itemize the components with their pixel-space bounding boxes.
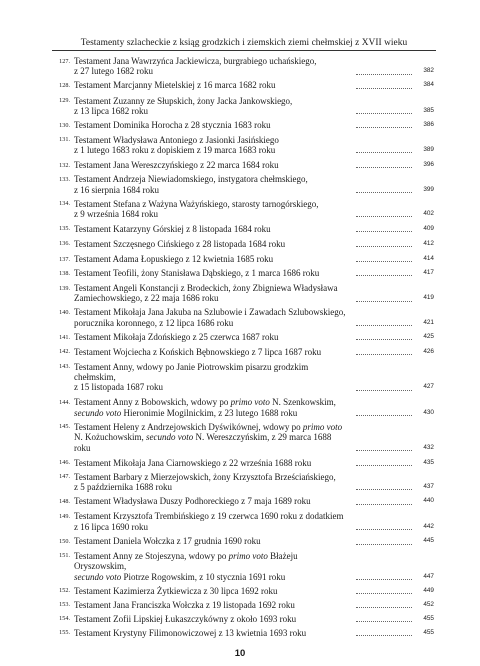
entry-title [74,422,350,453]
entry-number: 142. [59,348,70,356]
entry-title [74,307,350,328]
entry-title-line: z 13 lipca 1682 roku [74,106,148,117]
entry-page-number: 455 [423,614,434,622]
entry-page-number: 386 [423,121,434,129]
entry-title-line: Testament Mikołaja Jana Ciarnowskiego z 22 września 1688 roku [74,457,312,468]
entry-number: 135. [59,225,70,233]
entry-title-line: Testament Anny, wdowy po Janie Piotrowskim pisarzu grodzkim chełmskim, [74,361,309,383]
dot-leader [356,635,412,636]
dot-leader [356,579,412,580]
entry-page-number: 412 [423,239,434,247]
table-of-contents [59,56,434,638]
entry-title [74,362,350,393]
dot-leader [356,152,412,153]
entry-title [74,397,350,418]
dot-leader [356,127,412,128]
toc-entry [59,174,434,195]
page-number: 10 [234,648,246,659]
toc-entry [59,80,434,91]
toc-entry [59,160,434,171]
entry-title [74,496,350,506]
dot-leader [356,301,412,302]
entry-number: 132. [59,161,70,169]
toc-entry [59,613,434,624]
entry-number: 127. [59,57,70,65]
entry-page-number: 452 [423,600,434,608]
entry-number: 134. [59,200,70,208]
entry-number: 144. [59,398,70,406]
dot-leader [356,489,412,490]
entry-title-line: Testament Wojciecha z Końskich Bębnowskiego z 7 lipca 1687 roku [74,346,322,357]
dot-leader [356,504,412,505]
entry-title-line: porucznika koronnego, z 12 lipca 1686 roku [74,317,234,328]
entry-title [74,80,350,90]
entry-title [74,472,350,493]
entry-title-line: Testament Mikołaja Zdońskiego z 25 czerwca 1687 roku [74,332,279,343]
entry-title-line: Testament Kazimierza Żytkiewicza z 30 lipca 1692 roku [74,585,278,596]
entry-title-line: Testament Stefana z Ważyna Ważyńskiego, starosty tarnogórskiego, [74,198,319,209]
entry-title-line: z 9 września 1684 roku [74,209,158,220]
entry-title [74,458,350,468]
entry-title-line: Testament Marcjanny Mietelskiej z 16 marca 1682 roku [74,80,276,91]
entry-number: 128. [59,81,70,89]
dot-leader [356,465,412,466]
toc-entry [59,283,434,304]
toc-entry [59,536,434,547]
toc-entry [59,332,434,343]
toc-entry [59,223,434,234]
entry-title-line: Testament Szczęsnego Cińskiego z 28 listopada 1684 roku [74,238,286,249]
toc-entry [59,511,434,532]
entry-number: 145. [59,423,70,431]
entry-title-line: Testament Angeli Konstancji z Brodeckich, żony Zbigniewa Władysława [74,283,338,294]
toc-entry [59,627,434,638]
entry-page-number: 409 [423,224,434,232]
entry-title [74,135,350,156]
entry-title [74,239,350,249]
entry-title [74,96,350,117]
entry-title-line: Testament Barbary z Mierzejowskich, żony Krzysztofa Brześciańskiego, [74,471,336,482]
entry-title-line: Testament Krystyny Filimonowiczowej z 13 kwietnia 1693 roku [74,627,307,638]
entry-title-line: Testament Adama Łopuskiego z 12 kwietnia 1685 roku [74,254,274,265]
toc-entry [59,496,434,507]
dot-leader [356,231,412,232]
toc-entry [59,599,434,610]
entry-page-number: 421 [423,318,434,326]
dot-leader [356,216,412,217]
entry-title [74,614,350,624]
dot-leader [356,167,412,168]
entry-number: 148. [59,497,70,505]
entry-page-number: 384 [423,81,434,89]
dot-leader [356,390,412,391]
entry-title [74,551,350,582]
toc-entry [59,198,434,220]
entry-title [74,511,350,532]
entry-title-line: Testament Krzysztofa Trembińskiego z 19 czerwca 1690 roku z dodatkiem [74,511,344,522]
entry-number: 140. [59,308,70,316]
entry-number: 137. [59,255,70,263]
dot-leader [356,529,412,530]
entry-page-number: 427 [423,383,434,391]
entry-title [74,224,350,234]
entry-page-number: 414 [423,255,434,263]
entry-number: 149. [59,512,70,520]
running-header: Testamenty szlacheckie z ksiąg grodzkich i ziemskich ziemi chełmskiej z XVII wieku [80,38,408,48]
entry-title-line: z 16 lipca 1690 roku [74,521,148,532]
entry-title [74,174,350,195]
entry-title-line: z 1 lutego 1683 roku z dopiskiem z 19 marca 1683 roku [74,145,276,156]
entry-number: 138. [59,269,70,277]
entry-title [74,332,350,342]
toc-entry [59,238,434,249]
entry-number: 147. [59,473,70,481]
entry-title [74,268,350,278]
toc-entry [59,95,434,117]
entry-page-number: 389 [423,146,434,154]
entry-title-line: Testament Anny ze Stojeszyna, wdowy po primo voto Błażeju Oryszowskim, [74,550,298,572]
entry-title-line: secundo voto Piotrze Rogowskim, z 10 stycznia 1691 roku [74,571,286,582]
entry-title-line: Testament Teofili, żony Stanisława Dąbskiego, z 1 marca 1686 roku [74,268,320,279]
entry-title-line: Testament Jana Wereszczyńskiego z 22 marca 1684 roku [74,160,279,171]
entry-page-number: 425 [423,333,434,341]
dot-leader [356,450,412,451]
entry-page-number: 399 [423,185,434,193]
entry-title-line: Testament Władysława Duszy Podhoreckiego z 7 maja 1689 roku [74,496,311,507]
dot-leader [356,593,412,594]
entry-number: 154. [59,615,70,623]
entry-title [74,199,350,220]
entry-title-line: Testament Anny z Bobowskich, wdowy po primo voto N. Szenkowskim, [74,397,336,408]
toc-entry [59,254,434,265]
dot-leader [356,261,412,262]
entry-page-number: 449 [423,586,434,594]
dot-leader [356,113,412,114]
entry-title-line: Testament Jana Franciszka Wołczka z 19 listopada 1692 roku [74,599,295,610]
toc-entry [59,307,434,328]
entry-title-line: Testament Mikołaja Jana Jakuba na Szlubowie i Zawadach Szlubowskiego, [74,307,346,318]
entry-title [74,283,350,304]
entry-page-number: 396 [423,161,434,169]
entry-title-line: Testament Andrzeja Niewiadomskiego, instygatora chełmskiego, [74,174,308,185]
entry-page-number: 417 [423,269,434,277]
entry-title-line: Testament Zofii Lipskiej Łukaszczykówny z około 1693 roku [74,613,297,624]
dot-leader [356,339,412,340]
header-rule [52,50,436,51]
entry-title-line: Testament Heleny z Andrzejowskich Dyświkównej, wdowy po primo voto [74,421,343,432]
toc-entry [59,397,434,418]
dot-leader [356,192,412,193]
entry-page-number: 442 [423,522,434,530]
entry-number: 131. [59,136,70,144]
toc-entry [59,471,434,493]
toc-entry [59,56,434,77]
entry-page-number: 447 [423,572,434,580]
entry-page-number: 426 [423,347,434,355]
toc-entry [59,268,434,279]
toc-entry [59,550,434,582]
entry-number: 155. [59,629,70,637]
entry-page-number: 437 [423,483,434,491]
entry-title-line: z 15 listopada 1687 roku [74,382,163,393]
entry-page-number: 385 [423,107,434,115]
entry-number: 133. [59,175,70,183]
dot-leader [356,246,412,247]
dot-leader [356,607,412,608]
entry-page-number: 419 [423,294,434,302]
entry-page-number: 435 [423,458,434,466]
entry-page-number: 430 [423,408,434,416]
entry-number: 146. [59,459,70,467]
dot-leader [356,415,412,416]
toc-entry [59,346,434,357]
dot-leader [356,325,412,326]
entry-title-line: secundo voto Hieronimie Mogilnickim, z 23 lutego 1688 roku [74,407,298,418]
toc-entry [59,361,434,393]
entry-title [74,160,350,170]
entry-title [74,347,350,357]
entry-title-line: z 5 października 1688 roku [74,482,172,493]
entry-number: 139. [59,284,70,292]
entry-title [74,56,350,77]
toc-entry [59,120,434,131]
entry-page-number: 440 [423,497,434,505]
entry-number: 136. [59,240,70,248]
entry-title-line: Testament Jana Wawrzyńca Jackiewicza, burgrabiego uchańskiego, [74,56,317,66]
entry-page-number: 455 [423,628,434,636]
entry-title-line: Testament Daniela Wołczka z 17 grudnia 1690 roku [74,536,261,547]
entry-title-line: Testament Katarzyny Górskiej z 8 listopada 1684 roku [74,223,271,234]
entry-title-line: Zamiechowskiego, z 22 maja 1686 roku [74,293,219,304]
toc-entry [59,421,434,453]
dot-leader [356,621,412,622]
entry-number: 141. [59,333,70,341]
entry-title-line: Testament Zuzanny ze Słupskich, żony Jacka Jankowskiego, [74,95,293,106]
entry-title [74,600,350,610]
entry-title [74,586,350,596]
dot-leader [356,544,412,545]
dot-leader [356,275,412,276]
entry-number: 150. [59,537,70,545]
entry-number: 153. [59,601,70,609]
entry-title-line: z 16 sierpnia 1684 roku [74,184,159,195]
entry-page-number: 402 [423,210,434,218]
entry-title-line: N. Kożuchowskim, secundo voto N. Wereszczyńskim, z 29 marca 1688 roku [74,432,332,453]
entry-title-line: Testament Władysława Antoniego z Jasionki Jasińskiego [74,134,279,145]
dot-leader [356,354,412,355]
toc-entry [59,134,434,156]
entry-number: 130. [59,121,70,129]
entry-title [74,536,350,546]
entry-title [74,628,350,638]
entry-number: 143. [59,363,70,371]
entry-title [74,254,350,264]
entry-page-number: 382 [423,67,434,75]
entry-page-number: 432 [423,443,434,451]
entry-title-line: Testament Dominika Horocha z 28 stycznia 1683 roku [74,120,271,131]
entry-page-number: 445 [423,537,434,545]
toc-entry [59,457,434,468]
dot-leader [356,88,412,89]
entry-title-line: z 27 lutego 1682 roku [74,66,153,77]
entry-number: 151. [59,552,70,560]
dot-leader [356,74,412,75]
entry-number: 129. [59,97,70,105]
entry-number: 152. [59,587,70,594]
entry-title [74,120,350,130]
toc-entry [59,585,434,596]
